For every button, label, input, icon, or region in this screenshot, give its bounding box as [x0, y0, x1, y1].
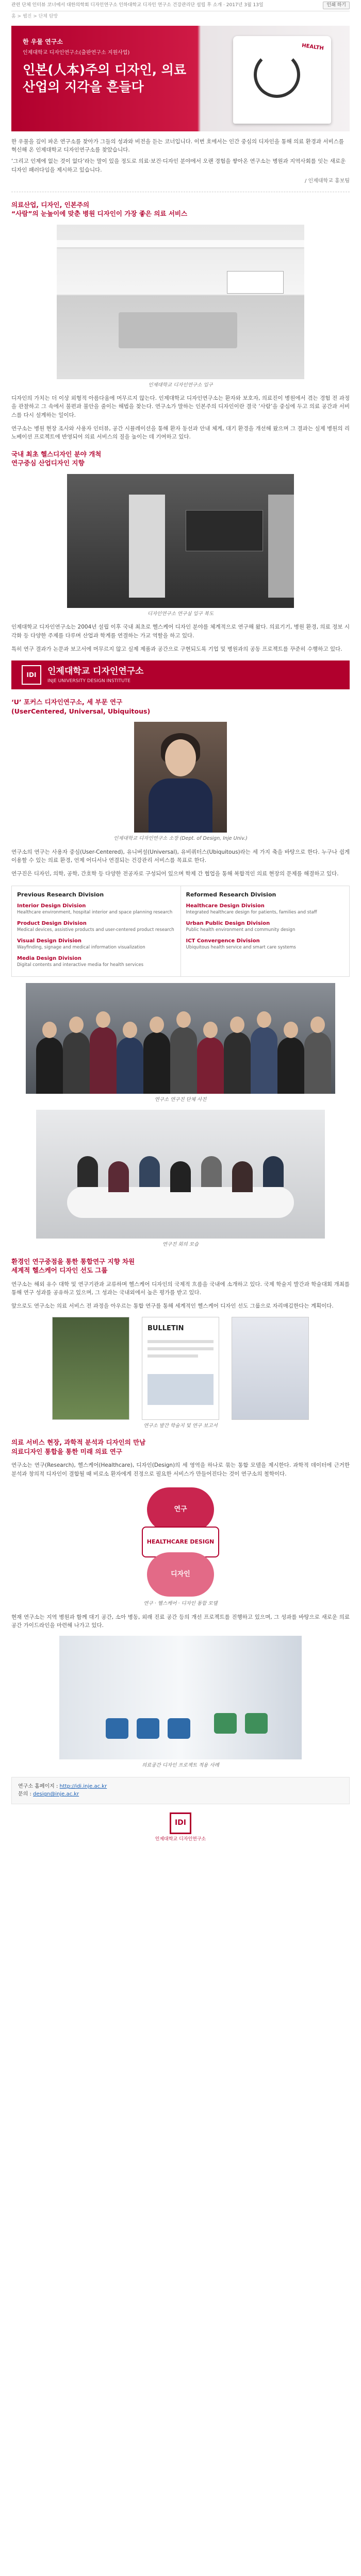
- section-heading: ‘U’ 포커스 디자인연구소, 세 부문 연구: [11, 698, 123, 706]
- section-subheading: 세계적 헬스케어 디자인 선도 그룹: [11, 1266, 108, 1275]
- intro-paragraph: ‘그리고 인제에 없는 것이 없다’라는 말이 있을 정도로 의료·보건·디자인 분야에서 오랜 경험을 쌓아온 연구소는 병원과 지역사회를 잇는 새로운 디자인 패러다임을 제시하고 있습니다.: [11, 158, 346, 173]
- seated-person: [108, 1161, 129, 1192]
- hero-title: 인본(人本)주의 디자인, 의료산업의 지각을 흔들다: [23, 62, 187, 94]
- print-button[interactable]: 인쇄 하기: [323, 2, 350, 10]
- seated-person: [232, 1161, 253, 1192]
- section-heading: 국내 최초 헬스디자인 분야 개척: [11, 450, 102, 458]
- diagram-design: 디자인: [147, 1552, 214, 1597]
- division-column-title: Previous Research Division: [17, 891, 104, 898]
- seated-person: [77, 1156, 98, 1187]
- diagram-healthcare: HEALTHCARE DESIGN: [142, 1527, 219, 1557]
- section-paragraph: 디자인의 가치는 더 이상 외형적 아름다움에 머무르지 않는다. 인제대학교 디자인연구소는 환자와 보호자, 의료진이 병원에서 겪는 경험 전 과정을 관찰하고 그 속에서 불편과 불안을 줄이는 해법을 찾는다. 연구소가 말하는 인본주의 디자인이란 결국 ‘사람’을 중심에 두고 의료 공간과 서비스를 다시 설계하는 일이다.: [11, 395, 350, 418]
- section-paragraph: 특히 연구 결과가 논문과 보고서에 머무르지 않고 실제 제품과 공간으로 구현되도록 기업 및 병원과의 공동 프로젝트를 꾸준히 수행하고 있다.: [11, 646, 342, 652]
- person-figure: [277, 1037, 304, 1094]
- person-figure: [90, 1027, 117, 1094]
- person-figure: [170, 1027, 197, 1094]
- article-meta: 관련 단체 인터뷰 코너에서 대한의학회 디자인연구소 인하대학교 디자인 연구소 건강관리단 설립 후 소개 · 2017년 3월 13일: [11, 2, 264, 8]
- footer-label: 인제대학교 디자인연구소: [155, 1836, 206, 1842]
- person-head: [96, 1011, 110, 1028]
- stethoscope-icon: [254, 52, 300, 98]
- institute-mark: IDI: [170, 1812, 191, 1834]
- photo-caption: 연구 · 헬스케어 · 디자인 통합 모델: [143, 1600, 218, 1606]
- lobby-photo: [57, 225, 304, 379]
- section-paragraph: 인제대학교 디자인연구소는 2004년 설립 이후 국내 최초로 헬스케어 디자인 분야를 체계적으로 연구해 왔다. 의료기기, 병원 환경, 의료 정보 시각화 등 다양한 주제를 다루며 산업과 학계를 연결하는 가교 역할을 하고 있다.: [11, 624, 350, 639]
- section-5: [11, 1438, 350, 1770]
- section-heading: 의료 서비스 현장, 과학적 분석과 디자인의 만남: [11, 1438, 146, 1447]
- person-head: [257, 1011, 271, 1028]
- photo-caption: 인제대학교 디자인연구소 입구: [148, 382, 213, 388]
- person-head: [230, 1016, 244, 1033]
- intro: [11, 131, 350, 192]
- breadcrumb: 홈 > 웹진 > 단체 탐방: [11, 14, 58, 19]
- section-subheading: 의료디자인 통합을 통한 미래 의료 연구: [11, 1447, 122, 1455]
- hero-subtitle: 인제대학교 디자인연구소(출판연구소 지원사업): [23, 49, 130, 56]
- section-paragraph: 연구소는 해외 유수 대학 및 연구기관과 교류하며 헬스케어 디자인의 국제적 흐름을 국내에 소개하고 있다. 국제 학술지 발간과 학술대회 개최를 통해 연구 성과를 공유하고 있으며, 그 성과는 국내외에서 높은 평가를 받고 있다.: [11, 1281, 350, 1296]
- division-item: Media Design Division Digital contents and interactive media for health services: [17, 955, 144, 968]
- section-paragraph: 연구소의 연구는 사용자 중심(User-Centered), 유니버설(Universal), 유비쿼터스(Ubiquitous)라는 세 가지 축을 바탕으로 한다. 누구나 쉽게 이용할 수 있는 의료 환경, 언제 어디서나 연결되는 건강관리 서비스를 목표로 한다.: [11, 849, 350, 864]
- email-link[interactable]: design@inje.ac.kr: [33, 1791, 79, 1798]
- previous-divisions: [12, 886, 180, 976]
- section-paragraph: 현재 연구소는 지역 병원과 함께 대기 공간, 소아 병동, 외래 진료 공간 등의 개선 프로젝트를 진행하고 있으며, 그 성과를 바탕으로 새로운 의료 공간 가이드라인을 마련해 나가고 있다.: [11, 1614, 350, 1629]
- section-4: [11, 1257, 350, 1430]
- person-figure: [197, 1037, 224, 1094]
- person-figure: [224, 1032, 251, 1094]
- division-item: Product Design Division Medical devices, assistive products and user-centered product research: [17, 920, 174, 933]
- meeting-photo: [36, 1110, 325, 1239]
- banner-eng: INJE UNIVERSITY DESIGN INSTITUTE: [47, 679, 130, 684]
- person-figure: [304, 1032, 331, 1094]
- interior-photo: [59, 1636, 302, 1759]
- division-item: Interior Design Division Healthcare environment, hospital interior and space planning research: [17, 903, 173, 916]
- corridor-photo: [67, 474, 294, 608]
- person-figure: [251, 1027, 277, 1094]
- division-column-title: Reformed Research Division: [186, 891, 276, 898]
- division-table: [11, 886, 350, 977]
- section-subheading: 연구중심 산업디자인 지향: [11, 459, 85, 467]
- hero-banner: [11, 26, 350, 131]
- section-paragraph: 연구진은 디자인, 의학, 공학, 간호학 등 다양한 전공자로 구성되어 있으며 학제 간 협업을 통해 복합적인 의료 현장의 문제를 해결하고 있다.: [11, 871, 339, 877]
- report-cover: [232, 1317, 309, 1420]
- seated-person: [263, 1156, 284, 1187]
- photo-caption: 디자인연구소 연구실 입구 복도: [147, 611, 214, 617]
- division-item: ICT Convergence Division Ubiquitous health service and smart care systems: [186, 938, 296, 951]
- doctor-coat-illustration: [233, 36, 331, 124]
- photo-caption: 연구진 회의 모습: [162, 1242, 199, 1248]
- person-figure: [63, 1032, 90, 1094]
- person-head: [123, 1022, 137, 1038]
- photo-caption: 연구소 연구진 단체 사진: [154, 1096, 207, 1103]
- person-head: [69, 1016, 84, 1033]
- person-head: [284, 1022, 298, 1038]
- division-item: Healthcare Design Division Integrated healthcare design for patients, families and staff: [186, 903, 317, 916]
- photo-caption: 인제대학교 디자인연구소 소장 (Dept. of Design, Inje Univ.): [113, 836, 248, 842]
- group-photo: [26, 983, 335, 1094]
- publications: [11, 1317, 350, 1420]
- journal-cover: [52, 1317, 129, 1420]
- diagram-research: 연구: [147, 1487, 214, 1532]
- section-heading: 의료산업, 디자인, 인본주의: [11, 200, 90, 209]
- section-2: [11, 450, 350, 654]
- section-heading: 환경인 연구중점을 통한 통합연구 지향 차원: [11, 1257, 135, 1265]
- top-bar: [11, 0, 350, 11]
- email-label: 문의 :: [18, 1791, 34, 1798]
- division-item: Urban Public Design Division Public health environment and community design: [186, 920, 296, 933]
- person-figure: [143, 1032, 170, 1094]
- intro-paragraph: 한 우물을 깊이 파온 연구소를 찾아가 그들의 성과와 비전을 듣는 코너입니다. 이번 호에서는 인간 중심의 디자인을 통해 의료 환경과 서비스를 혁신해 온 인제대학교 디자인연구소를 찾았습니다.: [11, 138, 344, 154]
- section-paragraph: 연구소는 연구(Research), 헬스케어(Healthcare), 디자인(Design)의 세 영역을 하나로 묶는 통합 모델을 제시한다. 과학적 데이터에 근거한 분석과 창의적 디자인이 결합될 때 비로소 환자에게 진정으로 필요한 서비스가 만들어진다는 것이 연구소의 철학이다.: [11, 1462, 350, 1477]
- director-portrait: [134, 722, 227, 833]
- hero-series: 한 우물 연구소: [23, 38, 63, 45]
- person-head: [310, 1016, 325, 1033]
- institute-banner: [11, 660, 350, 689]
- footer-logo: [150, 1812, 211, 1843]
- byline: / 인제대학교 홍보팀: [304, 178, 350, 184]
- homepage-label: 연구소 홈페이지 :: [18, 1783, 60, 1789]
- division-item: Visual Design Division Wayfinding, signage and medical information visualization: [17, 938, 145, 951]
- photo-caption: 의료공간 디자인 프로젝트 적용 사례: [142, 1762, 219, 1769]
- photo-caption: 연구소 발간 학술지 및 연구 보고서: [143, 1422, 218, 1429]
- seated-person: [201, 1156, 222, 1187]
- integration-diagram: [88, 1484, 273, 1598]
- section-paragraph: 앞으로도 연구소는 의료 서비스 전 과정을 아우르는 통합 연구를 통해 세계적인 헬스케어 디자인 선도 그룹으로 자리매김한다는 계획이다.: [11, 1303, 334, 1310]
- person-figure: [36, 1037, 63, 1094]
- section-1: [11, 200, 350, 442]
- person-figure: [117, 1037, 143, 1094]
- homepage-link[interactable]: http://idi.inje.ac.kr: [59, 1783, 107, 1789]
- person-head: [203, 1022, 218, 1038]
- section-subheading: “사람”의 눈높이에 맞춘 병원 디자인이 가장 좋은 의료 서비스: [11, 210, 188, 217]
- section-3: [11, 698, 350, 1249]
- person-head: [176, 1011, 191, 1028]
- section-subheading: (UserCentered, Universal, Ubiquitous): [11, 707, 151, 715]
- coat-tag: HEALTH: [301, 43, 324, 52]
- contact-box: [11, 1777, 350, 1804]
- seated-person: [139, 1156, 160, 1187]
- person-head: [42, 1022, 57, 1038]
- seated-person: [170, 1161, 191, 1192]
- institute-logo: IDI: [22, 665, 41, 685]
- banner-kor: 인제대학교 디자인연구소: [47, 666, 144, 676]
- reformed-divisions: [180, 886, 350, 976]
- bulletin-cover: BULLETIN: [142, 1317, 219, 1420]
- person-head: [150, 1016, 164, 1033]
- section-paragraph: 연구소는 병원 현장 조사와 사용자 인터뷰, 공간 시뮬레이션을 통해 환자 동선과 안내 체계, 대기 환경을 개선해 왔으며 그 결과는 실제 병원의 리노베이션 프로젝트에 반영되어 의료 서비스의 질을 높이는 데 기여하고 있다.: [11, 426, 350, 440]
